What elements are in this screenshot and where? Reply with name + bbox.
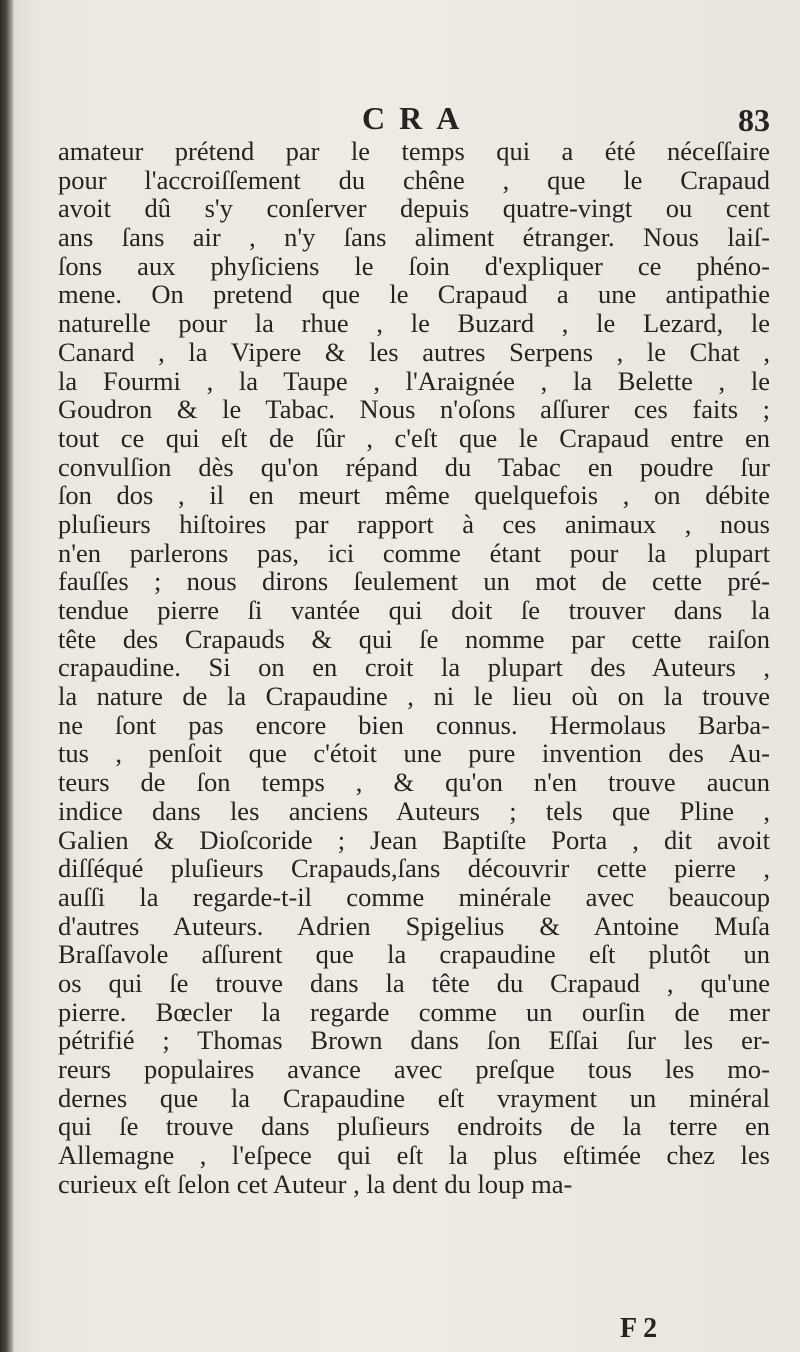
text-line: crapaudine. Si on en croit la plupart des Auteurs , [58, 652, 770, 683]
text-line: tout ce qui eſt de ſûr , c'eſt que le Crapaud entre en [58, 422, 770, 453]
page-header [0, 100, 800, 140]
text-line: mene. On pretend que le Crapaud a une antipathie [58, 279, 770, 310]
text-line: indice dans les anciens Auteurs ; tels que Pline , [58, 795, 770, 826]
page-number: 83 [738, 102, 770, 138]
text-line: la Fourmi , la Taupe , l'Araignée , la Belette , le [58, 365, 770, 396]
body-text [58, 137, 770, 1198]
text-line: teurs de ſon temps , & qu'on n'en trouve aucun [58, 767, 770, 798]
text-line: curieux eſt ſelon cet Auteur , la dent du loup ma- [58, 1168, 573, 1199]
running-head: CRA [362, 100, 474, 136]
text-line: pétrifié ; Thomas Brown dans ſon Eſſai ſur les er- [58, 1025, 770, 1056]
text-line: os qui ſe trouve dans la tête du Crapaud , qu'une [58, 967, 770, 998]
text-line: dernes que la Crapaudine eſt vrayment un minéral [58, 1082, 770, 1113]
text-line: ans ſans air , n'y ſans aliment étranger. Nous laiſ- [58, 222, 770, 253]
text-line: ſons aux phyſiciens le ſoin d'expliquer ce phéno- [58, 250, 770, 281]
text-line: tus , penſoit que c'étoit une pure invention des Au- [58, 738, 770, 769]
book-gutter [0, 0, 14, 1352]
text-line: naturelle pour la rhue , le Buzard , le Lezard, le [58, 308, 770, 339]
text-line: n'en parlerons pas, ici comme étant pour la plupart [58, 537, 770, 568]
text-line: pour l'accroiſſement du chêne , que le Crapaud [58, 164, 770, 195]
text-line: tête des Crapauds & qui ſe nomme par cette raiſon [58, 623, 770, 654]
text-line: avoit dû s'y conſerver depuis quatre-vingt ou cent [58, 193, 770, 224]
text-line: fauſſes ; nous dirons ſeulement un mot de cette pré- [58, 566, 770, 597]
text-line: Braſſavole aſſurent que la crapaudine eſt plutôt un [58, 939, 770, 970]
text-line: ne ſont pas encore bien connus. Hermolaus Barba- [58, 709, 770, 740]
text-line: la nature de la Crapaudine , ni le lieu où on la trouve [58, 681, 770, 712]
text-line: convulſion dès qu'on répand du Tabac en poudre ſur [58, 451, 770, 482]
text-line: reurs populaires avance avec preſque tous les mo- [58, 1054, 770, 1084]
text-line: amateur prétend par le temps qui a été néceſſaire [58, 136, 770, 166]
text-line: Galien & Dioſcoride ; Jean Baptiſte Porta , dit avoit [58, 824, 770, 855]
signature-mark: F 2 [620, 1313, 658, 1344]
text-line: pluſieurs hiſtoires par rapport à ces animaux , nous [58, 508, 770, 539]
text-line: Canard , la Vipere & les autres Serpens , le Chat , [58, 336, 770, 367]
text-line: d'autres Auteurs. Adrien Spigelius & Antoine Muſa [58, 910, 770, 941]
text-line: auſſi la regarde-t-il comme minérale avec beaucoup [58, 881, 770, 912]
text-line: pierre. Bœcler la regarde comme un ourſin de mer [58, 996, 770, 1027]
text-line: tendue pierre ſi vantée qui doit ſe trouver dans la [58, 595, 770, 625]
text-line: Allemagne , l'eſpece qui eſt la plus eſtimée chez les [58, 1140, 770, 1171]
text-line: diſſéqué pluſieurs Crapauds,ſans découvrir cette pierre , [58, 853, 770, 884]
text-line: qui ſe trouve dans pluſieurs endroits de la terre en [58, 1111, 770, 1142]
text-line: Goudron & le Tabac. Nous n'oſons aſſurer ces faits ; [58, 394, 770, 425]
text-line: ſon dos , il en meurt même quelquefois , on débite [58, 480, 770, 511]
